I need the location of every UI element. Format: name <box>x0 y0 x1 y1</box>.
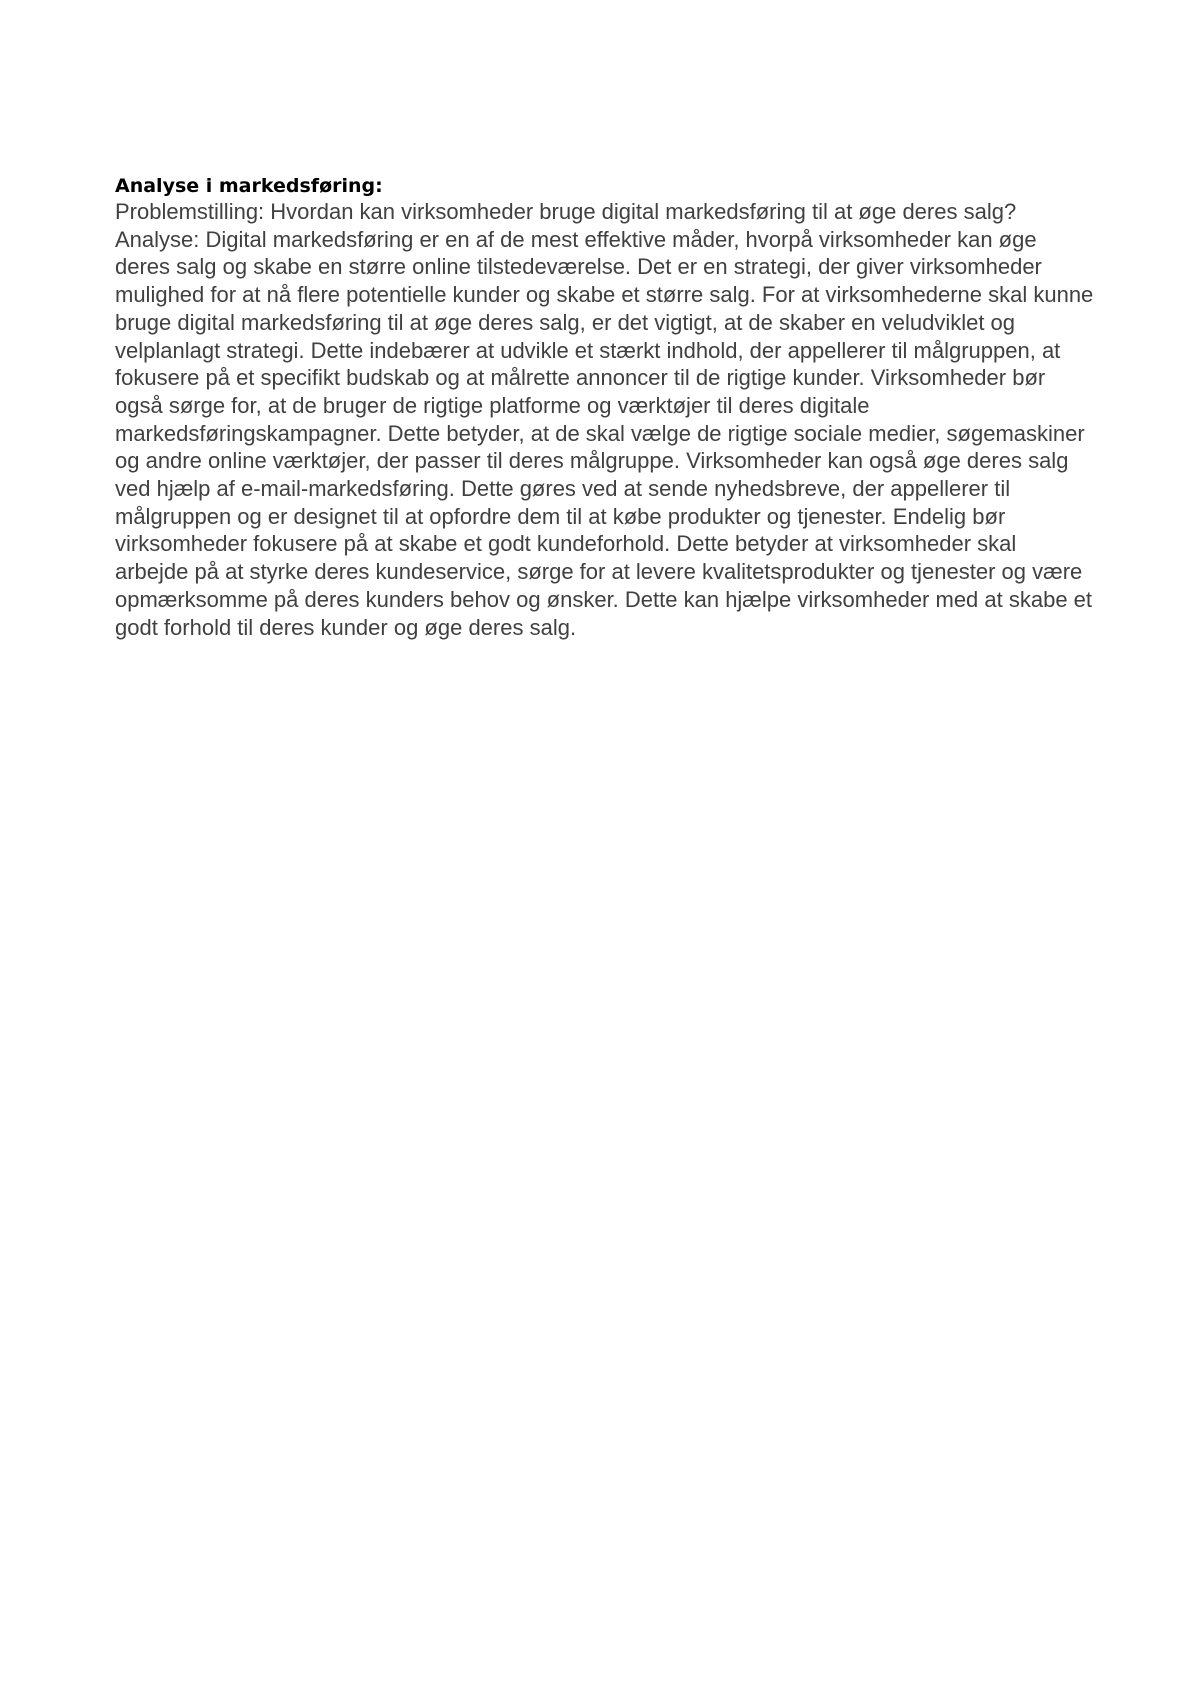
document-body-paragraph: Problemstilling: Hvordan kan virksomheder bruge digital markedsføring til at øge deres salg? Analyse: Digital markedsføring er en af de mest effektive måder, hvorpå virksomheder kan øge deres salg og skabe en større online tilstedeværelse. Det er en strategi, der giver virksomheder mulighed for at nå flere potentielle kunder og skabe et større salg. For at virksomhederne skal kunne bruge digital markedsføring til at øge deres salg, er det vigtigt, at de skaber en veludviklet og velplanlagt strategi. Dette indebærer at udvikle et stærkt indhold, der appellerer til målgruppen, at fokusere på et specifikt budskab og at målrette annoncer til de rigtige kunder. Virksomheder bør også sørge for, at de bruger de rigtige platforme og værktøjer til deres digitale markedsføringskampagner. Dette betyder, at de skal vælge de rigtige sociale medier, søgemaskiner og andre online værktøjer, der passer til deres målgruppe. Virksomheder kan også øge deres salg ved hjælp af e-mail-markedsføring. Dette gøres ved at sende nyhedsbreve, der appellerer til målgruppen og er designet til at opfordre dem til at købe produkter og tjenester. Endelig bør virksomheder fokusere på at skabe et godt kundeforhold. Dette betyder at virksomheder skal arbejde på at styrke deres kundeservice, sørge for at levere kvalitetsprodukter og tjenester og være opmærksomme på deres kunders behov og ønsker. Dette kan hjælpe virksomheder med at skabe et godt forhold til deres kunder og øge deres salg. <box>115 199 1094 640</box>
document-content <box>115 174 1095 641</box>
document-heading: Analyse i markedsføring: <box>115 175 383 197</box>
